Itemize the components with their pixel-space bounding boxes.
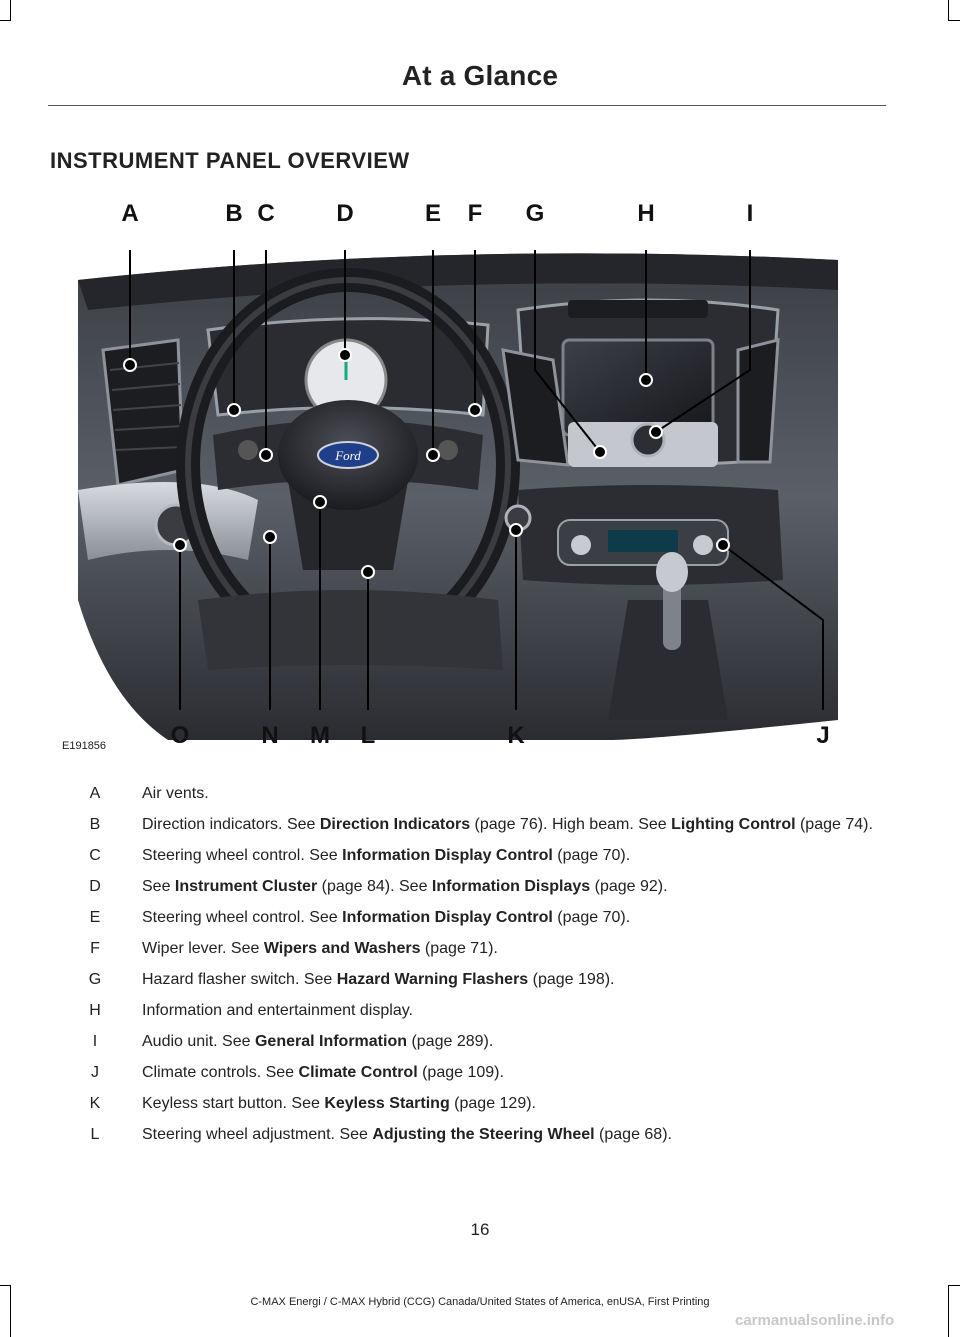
legend-key: L [90, 1126, 100, 1143]
callout-label-e: E [424, 200, 442, 227]
legend-description [120, 938, 890, 959]
legend-key: G [88, 971, 102, 988]
cross-reference-link[interactable]: Keyless Starting [324, 1095, 450, 1112]
cross-reference-link[interactable]: Lighting Control [671, 816, 796, 833]
legend-text: Steering wheel control. See [142, 909, 343, 926]
legend-text: Steering wheel control. See [142, 847, 343, 864]
legend-row-i [70, 1031, 890, 1052]
cross-reference-link[interactable]: Hazard Warning Flashers [336, 971, 529, 988]
legend-text: (page 198). [528, 971, 615, 988]
callout-legend [70, 783, 890, 1155]
legend-text: Keyless start button. See [142, 1095, 325, 1112]
legend-text: Audio unit. See [142, 1033, 255, 1050]
legend-description [120, 783, 890, 804]
cross-reference-link[interactable]: Direction Indicators [319, 816, 471, 833]
callout-label-a: A [121, 200, 139, 227]
cross-reference-link[interactable]: Information Display Control [342, 909, 553, 926]
legend-text: Climate controls. See [142, 1064, 299, 1081]
crop-mark-top-right-h [948, 20, 960, 21]
legend-description [120, 845, 890, 866]
legend-key: F [90, 940, 100, 957]
legend-text: Hazard flasher switch. See [142, 971, 337, 988]
legend-text: See [142, 878, 175, 895]
legend-text: (page 129). [449, 1095, 536, 1112]
legend-text: Steering wheel adjustment. See [142, 1126, 373, 1143]
legend-row-g [70, 969, 890, 990]
crop-mark-bottom-left-v [10, 1285, 11, 1337]
callout-label-n: N [261, 722, 279, 749]
legend-text: (page 70). [552, 847, 631, 864]
legend-description [120, 876, 890, 897]
legend-text: (page 76). High beam. See [470, 816, 672, 833]
callout-label-k: K [507, 722, 525, 749]
legend-row-f [70, 938, 890, 959]
legend-row-h [70, 1000, 890, 1021]
crop-mark-top-left-h [0, 20, 11, 21]
callout-label-c: C [257, 200, 275, 227]
callout-label-f: F [467, 200, 483, 227]
running-header-title: At a Glance [401, 60, 559, 91]
legend-text: (page 74). [795, 816, 873, 833]
legend-key: B [89, 816, 101, 833]
legend-text: (page 92). [590, 878, 668, 895]
legend-row-k [70, 1093, 890, 1114]
section-title: INSTRUMENT PANEL OVERVIEW [50, 148, 410, 173]
crop-mark-bottom-right-v [948, 1285, 949, 1337]
watermark-text: carmanualsonline.info [735, 1312, 895, 1329]
legend-row-l [70, 1124, 890, 1145]
legend-key: D [89, 878, 101, 895]
legend-text: (page 84). See [317, 878, 432, 895]
legend-text: (page 71). [420, 940, 498, 957]
callout-label-i: I [746, 200, 754, 227]
callout-label-d: D [336, 200, 354, 227]
legend-description [120, 1124, 890, 1145]
cross-reference-link[interactable]: General Information [254, 1033, 407, 1050]
legend-row-d [70, 876, 890, 897]
callout-label-m: M [310, 722, 330, 749]
callout-label-g: G [525, 200, 545, 227]
legend-description [120, 907, 890, 928]
legend-key: K [89, 1095, 101, 1112]
legend-row-c [70, 845, 890, 866]
cross-reference-link[interactable]: Information Displays [431, 878, 591, 895]
legend-description [120, 1062, 890, 1083]
legend-row-b [70, 814, 890, 835]
legend-text: (page 289). [407, 1033, 494, 1050]
cross-reference-link[interactable]: Adjusting the Steering Wheel [372, 1126, 595, 1143]
legend-key: E [89, 909, 101, 926]
crop-mark-bottom-right-h [948, 1285, 960, 1286]
cross-reference-link[interactable]: Instrument Cluster [174, 878, 318, 895]
crop-mark-top-left-v [10, 0, 11, 20]
crop-mark-top-right-v [948, 0, 949, 20]
cross-reference-link[interactable]: Climate Control [298, 1064, 418, 1081]
cross-reference-link[interactable]: Information Display Control [342, 847, 553, 864]
legend-text: Wiper lever. See [142, 940, 264, 957]
figure-id: E191856 [62, 740, 107, 752]
legend-key: H [89, 1002, 101, 1019]
legend-text: (page 70). [552, 909, 631, 926]
legend-key: J [91, 1064, 99, 1081]
legend-row-a [70, 783, 890, 804]
legend-text: (page 68). [594, 1126, 672, 1143]
legend-row-j [70, 1062, 890, 1083]
header-rule [48, 105, 886, 106]
legend-description [120, 969, 890, 990]
legend-text: Direction indicators. See [142, 816, 320, 833]
legend-key: I [92, 1033, 98, 1050]
legend-text: Air vents. [142, 785, 209, 802]
callout-label-l: L [360, 722, 376, 749]
legend-description [120, 1031, 890, 1052]
legend-description [120, 814, 890, 835]
crop-mark-bottom-left-h [0, 1285, 11, 1286]
legend-row-e [70, 907, 890, 928]
legend-description [120, 1093, 890, 1114]
ford-badge-logo: Ford [335, 448, 361, 463]
instrument-panel-illustration [48, 200, 886, 760]
footer-note: C-MAX Energi / C-MAX Hybrid (CCG) Canada/United States of America, enUSA, First Printing [250, 1296, 710, 1308]
callout-label-b: B [225, 200, 243, 227]
legend-key: A [89, 785, 101, 802]
callout-label-h: H [637, 200, 655, 227]
legend-key: C [89, 847, 101, 864]
legend-text: Information and entertainment display. [142, 1002, 413, 1019]
legend-description [120, 1000, 890, 1021]
callout-label-j: J [816, 722, 830, 749]
page-number: 16 [470, 1220, 490, 1239]
cross-reference-link[interactable]: Wipers and Washers [263, 940, 421, 957]
callout-label-o: O [170, 722, 190, 749]
legend-text: (page 109). [417, 1064, 504, 1081]
